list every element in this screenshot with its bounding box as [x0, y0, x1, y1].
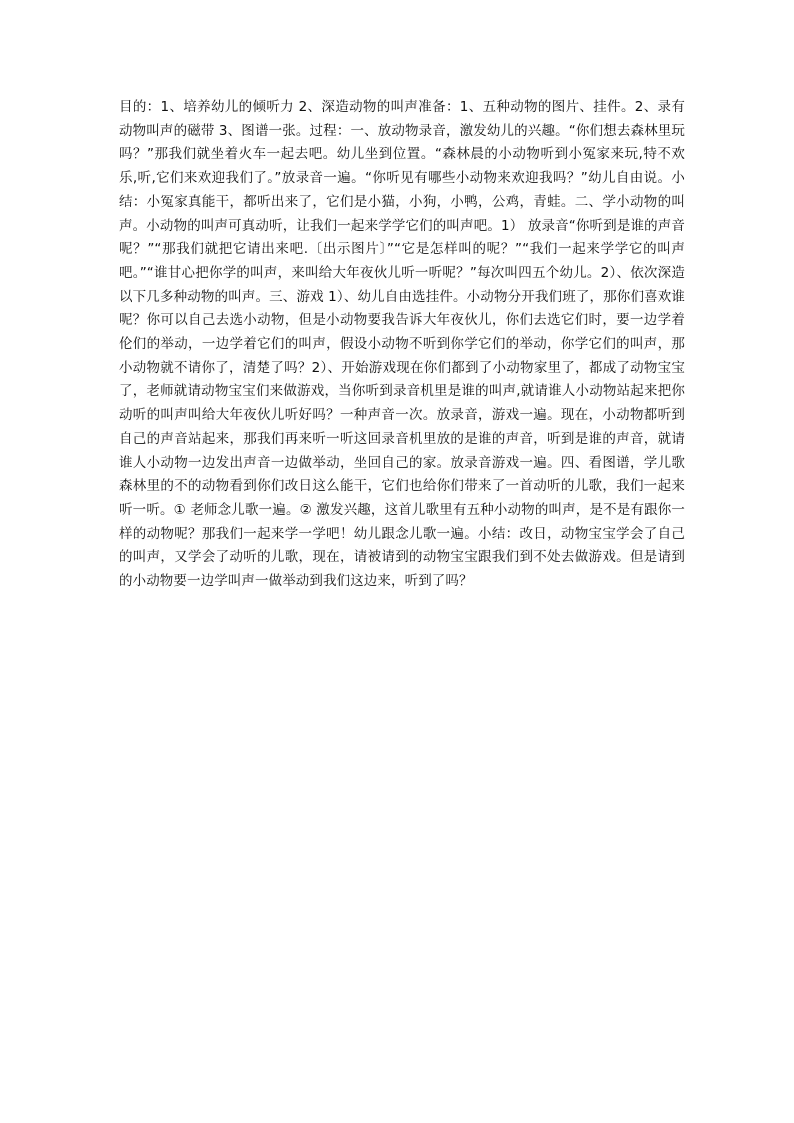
lesson-plan-body-text: 目的：1、培养幼儿的倾听力 2、深造动物的叫声准备：1、五种动物的图片、挂件。2、录有动物叫声的磁带 3、图谱一张。过程：一、放动物录音，激发幼儿的兴趣。“你们想去森林里玩吗？”那我们就坐着火车一起去吧。幼儿坐到位置。“森林晨的小动物听到小冤家来玩,特不欢乐,听,它们来欢迎我们了。”放录音一遍。“你听见有哪些小动物来欢迎我吗？”幼儿自由说。小结：小冤家真能干，都听出来了，它们是小猫，小狗，小鸭，公鸡，青蛙。二、学小动物的叫声。小动物的叫声可真动听，让我们一起来学学它们的叫声吧。1） 放录音“你听到是谁的声音呢？”“那我们就把它请出来吧.〔出示图片〕”“它是怎样叫的呢？”“我们一起来学学它的叫声吧。”“谁甘心把你学的叫声，来叫给大年夜伙儿听一听呢？”每次叫四五个幼儿。2）、依次深造以下几多种动物的叫声。三、游戏 1）、幼儿自由选挂件。小动物分开我们班了，那你们喜欢谁呢？你可以自己去选小动物，但是小动物要我告诉大年夜伙儿，你们去选它们时，要一边学着伦们的举动，一边学着它们的叫声，假设小动物不听到你学它们的举动，你学它们的叫声，那小动物就不请你了，清楚了吗？2）、开始游戏现在你们都到了小动物家里了，都成了动物宝宝了，老师就请动物宝宝们来做游戏，当你听到录音机里是谁的叫声,就请谁人小动物站起来把你动听的叫声叫给大年夜伙儿听好吗？一种声音一次。放录音，游戏一遍。现在，小动物都听到自己的声音站起来，那我们再来听一听这回录音机里放的是谁的声音，听到是谁的声音，就请谁人小动物一边发出声音一边做举动，坐回自己的家。放录音游戏一遍。四、看图谱，学儿歌森林里的不的动物看到你们改日这么能干，它们也给你们带来了一首动听的儿歌，我们一起来听一听。① 老师念儿歌一遍。② 激发兴趣，这首儿歌里有五种小动物的叫声，是不是有跟你一样的动物呢？那我们一起来学一学吧！幼儿跟念儿歌一遍。小结：改日，动物宝宝学会了自己的叫声，又学会了动听的儿歌，现在，请被请到的动物宝宝跟我们到不处去做游戏。但是请到的小动物要一边学叫声一做举动到我们这边来，听到了吗？ [119, 99, 685, 590]
